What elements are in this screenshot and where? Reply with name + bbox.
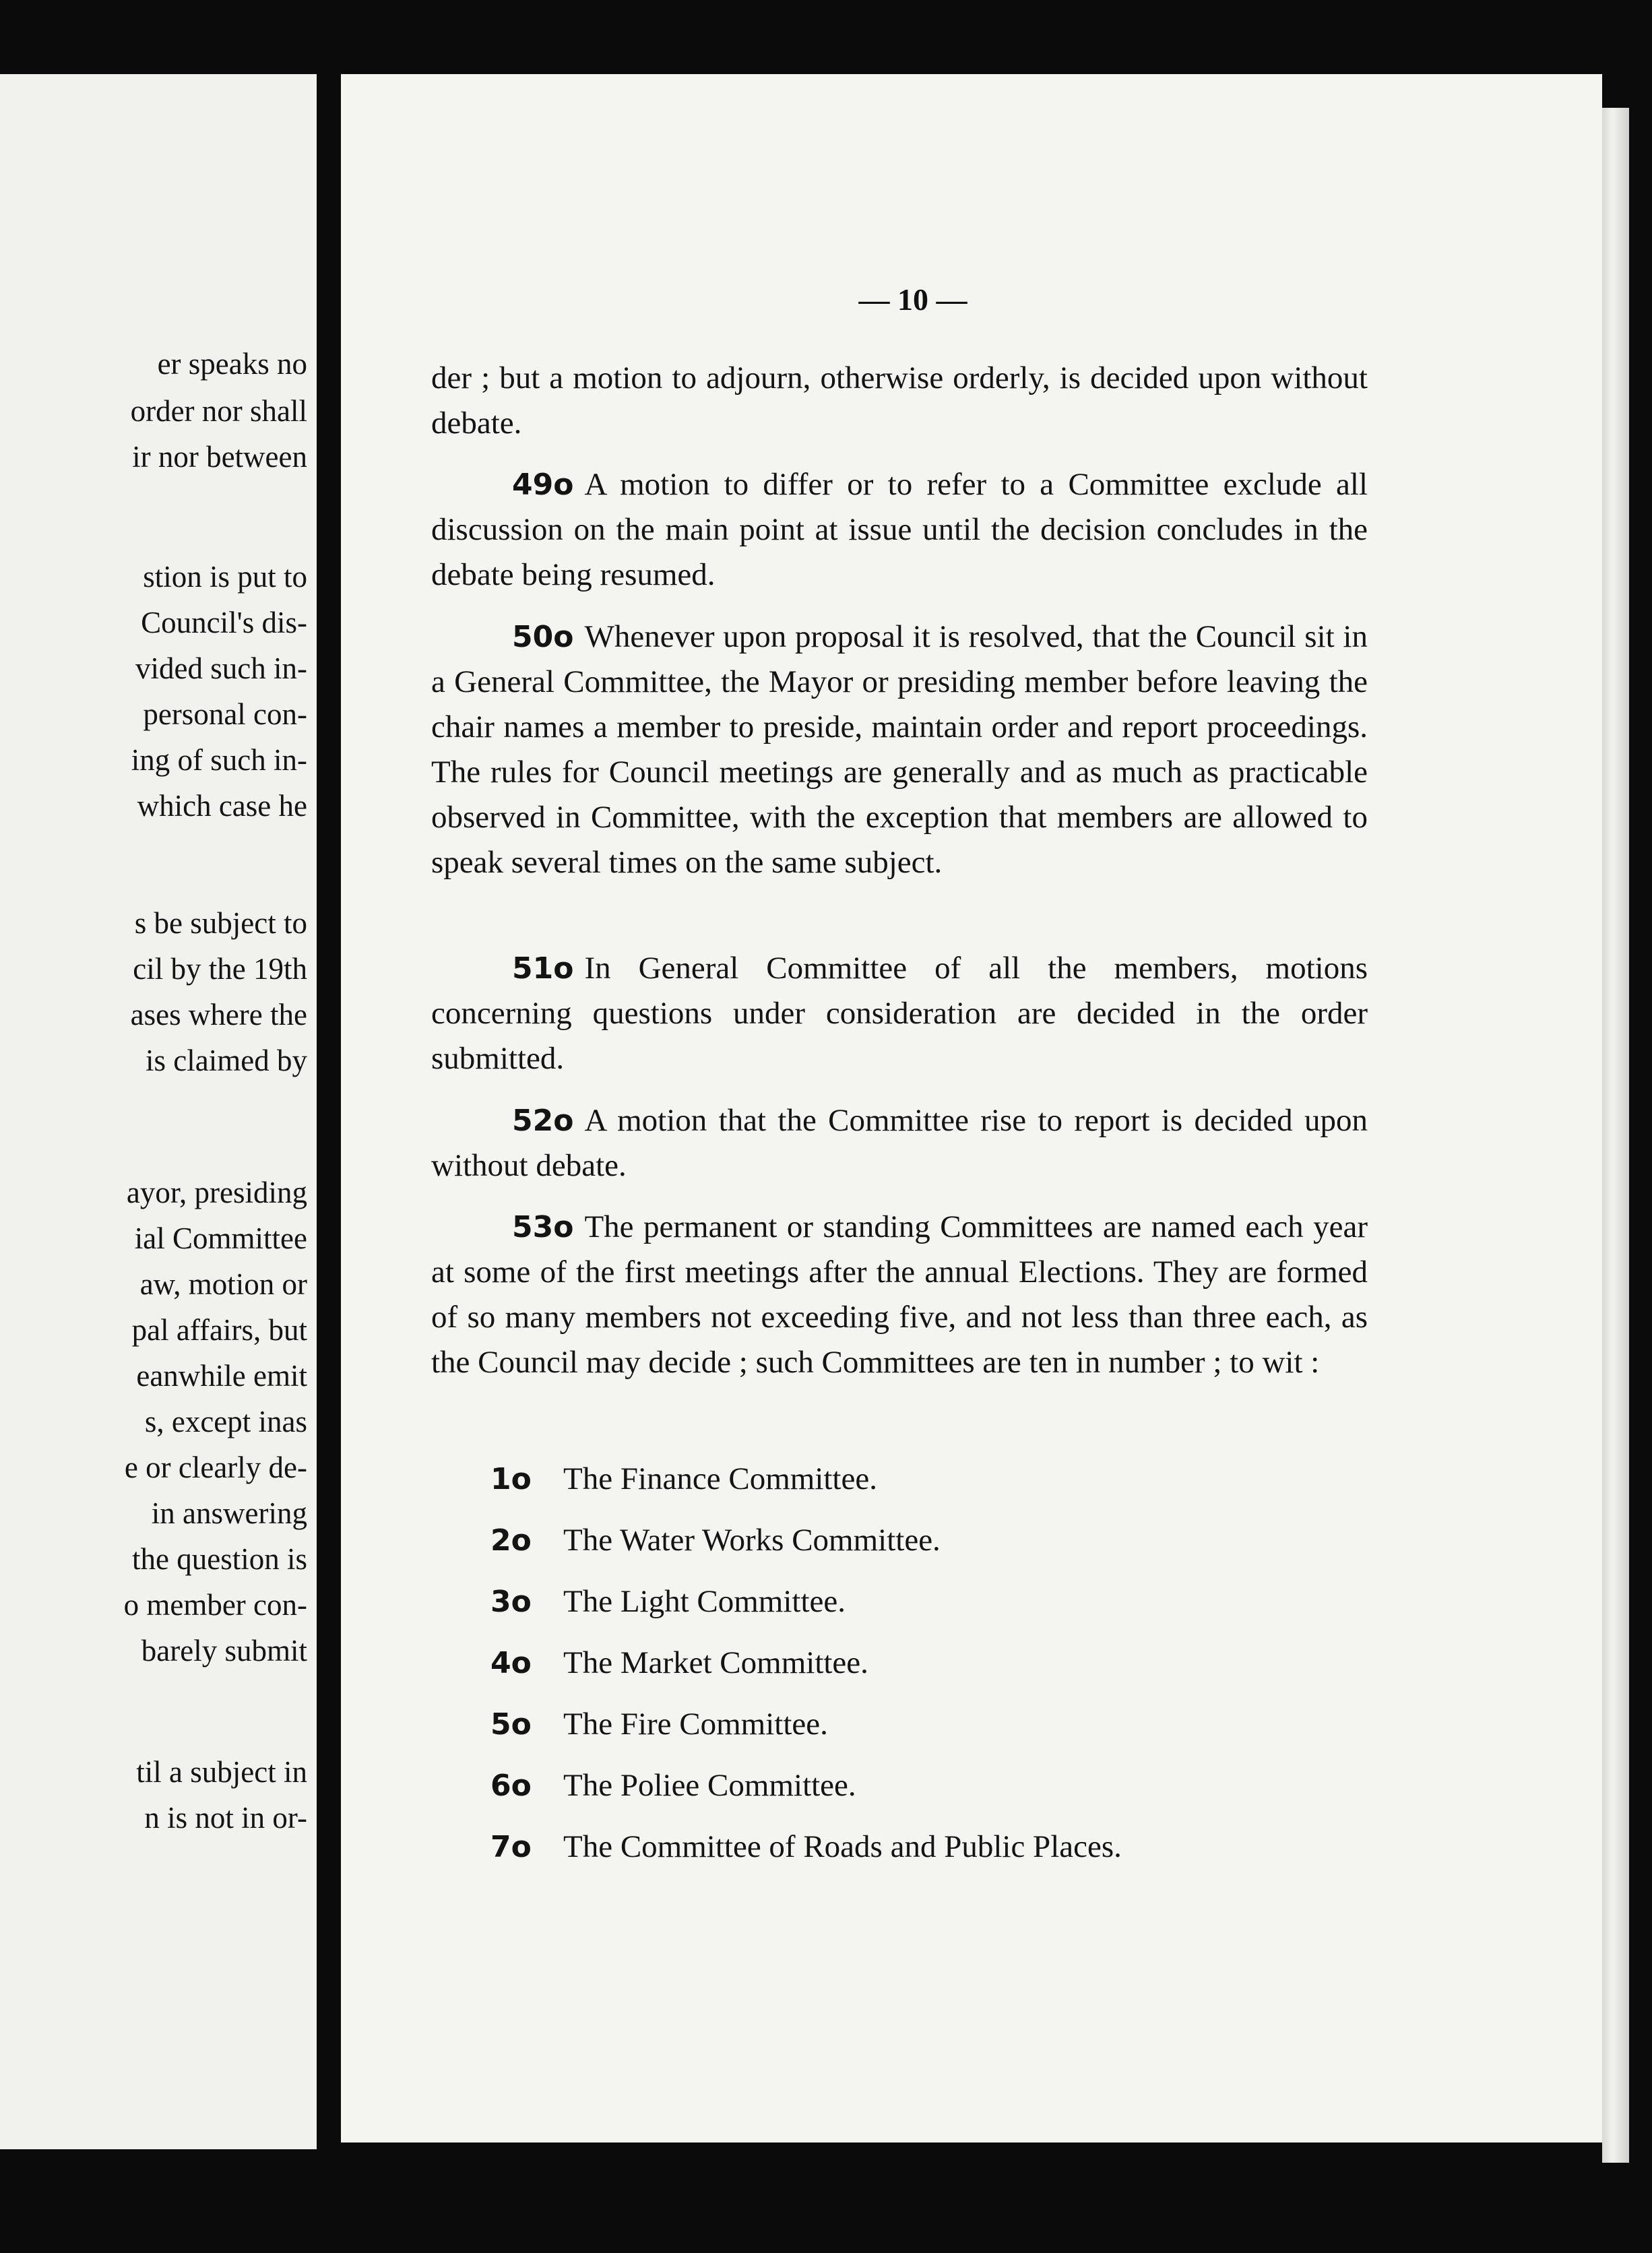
item-number: 2o xyxy=(490,1523,532,1558)
left-page-line: personal con- xyxy=(143,697,307,731)
committee-list xyxy=(490,1449,1366,1878)
list-item xyxy=(490,1694,1366,1755)
left-page-line: aw, motion or xyxy=(139,1267,307,1301)
paragraph-text: In General Committee of all the members, motions concerning questions under consideration are decided in the order submitted. xyxy=(431,951,1368,1076)
article-51 xyxy=(431,946,1368,1081)
list-item xyxy=(490,1510,1366,1571)
left-page-line: s be subject to xyxy=(134,906,307,940)
left-page-line: barely submit xyxy=(141,1634,307,1668)
left-page-line: ial Committee xyxy=(134,1221,307,1255)
article-53 xyxy=(431,1205,1368,1385)
committee-name: The Committee of Roads and Public Places. xyxy=(563,1829,1122,1864)
article-50 xyxy=(431,614,1368,885)
item-number: 6o xyxy=(490,1769,532,1803)
left-page-line: order nor shall xyxy=(130,394,307,428)
left-page-line: cil by the 19th xyxy=(133,952,307,986)
paragraph-text: A motion that the Committee rise to report is decided upon without debate. xyxy=(431,1103,1368,1183)
committee-name: The Poliee Committee. xyxy=(563,1768,856,1803)
paragraph-text: The permanent or standing Committees are named each year at some of the first meetings after the annual Elections. They are formed of so many members not exceeding five, and not less than three each, as the Council may decide ; such Committees are ten in number ; to wit : xyxy=(431,1209,1368,1380)
item-number: 4o xyxy=(490,1646,532,1680)
left-page-line: s, except inas xyxy=(144,1405,307,1438)
list-item xyxy=(490,1632,1366,1694)
paragraph-continuation xyxy=(431,356,1368,446)
article-number: 53o xyxy=(512,1210,574,1244)
left-page-line: is claimed by xyxy=(146,1044,307,1077)
left-page-line: the question is xyxy=(132,1542,307,1576)
article-49 xyxy=(431,462,1368,598)
left-facing-page xyxy=(0,74,317,2149)
left-page-line: vided such in- xyxy=(135,652,307,685)
left-page-line: ayor, presiding xyxy=(126,1176,307,1209)
left-page-line: which case he xyxy=(137,789,307,823)
paragraph-text: Whenever upon proposal it is resolved, that the Council sit in a General Committee, the Mayor or presiding member before leaving the chair names a member to preside, maintain order and report proceedings. The rules for Council meetings are generally and as much as practicable observed in Committee, with the exception that members are allowed to speak several times on the same subject. xyxy=(431,619,1368,880)
left-page-line: ir nor between xyxy=(132,440,307,474)
left-page-line: ases where the xyxy=(130,998,307,1032)
article-number: 49o xyxy=(512,468,574,502)
left-page-line: o member con- xyxy=(123,1588,307,1622)
committee-name: The Market Committee. xyxy=(563,1645,868,1680)
left-page-line: in answering xyxy=(151,1496,307,1530)
left-page-line: e or clearly de- xyxy=(124,1451,307,1484)
committee-name: The Light Committee. xyxy=(563,1584,846,1619)
left-page-line: eanwhile emit xyxy=(136,1359,307,1393)
list-item xyxy=(490,1816,1366,1878)
left-page-line: n is not in or- xyxy=(144,1801,307,1835)
committee-name: The Finance Committee. xyxy=(563,1461,877,1496)
page-edge xyxy=(1602,108,1629,2163)
list-item xyxy=(490,1755,1366,1816)
left-page-line: er speaks no xyxy=(157,347,307,381)
list-item xyxy=(490,1571,1366,1632)
article-52 xyxy=(431,1098,1368,1188)
list-item xyxy=(490,1449,1366,1510)
page-number: — 10 — xyxy=(858,282,967,317)
item-number: 5o xyxy=(490,1707,532,1742)
committee-name: The Fire Committee. xyxy=(563,1707,828,1742)
article-number: 52o xyxy=(512,1104,574,1138)
committee-name: The Water Works Committee. xyxy=(563,1523,941,1558)
left-page-line: til a subject in xyxy=(136,1755,307,1789)
paragraph-text: der ; but a motion to adjourn, otherwise orderly, is decided upon without debate. xyxy=(431,360,1368,441)
left-page-line: pal affairs, but xyxy=(131,1313,307,1347)
item-number: 1o xyxy=(490,1462,532,1496)
article-number: 50o xyxy=(512,620,574,654)
left-page-line: ing of such in- xyxy=(131,743,307,777)
article-number: 51o xyxy=(512,951,574,986)
item-number: 3o xyxy=(490,1585,532,1619)
left-page-line: stion is put to xyxy=(143,560,307,594)
paragraph-text: A motion to differ or to refer to a Committee exclude all discussion on the main point at issue until the decision concludes in the debate being resumed. xyxy=(431,467,1368,592)
item-number: 7o xyxy=(490,1830,532,1864)
left-page-line: Council's dis- xyxy=(141,606,307,639)
